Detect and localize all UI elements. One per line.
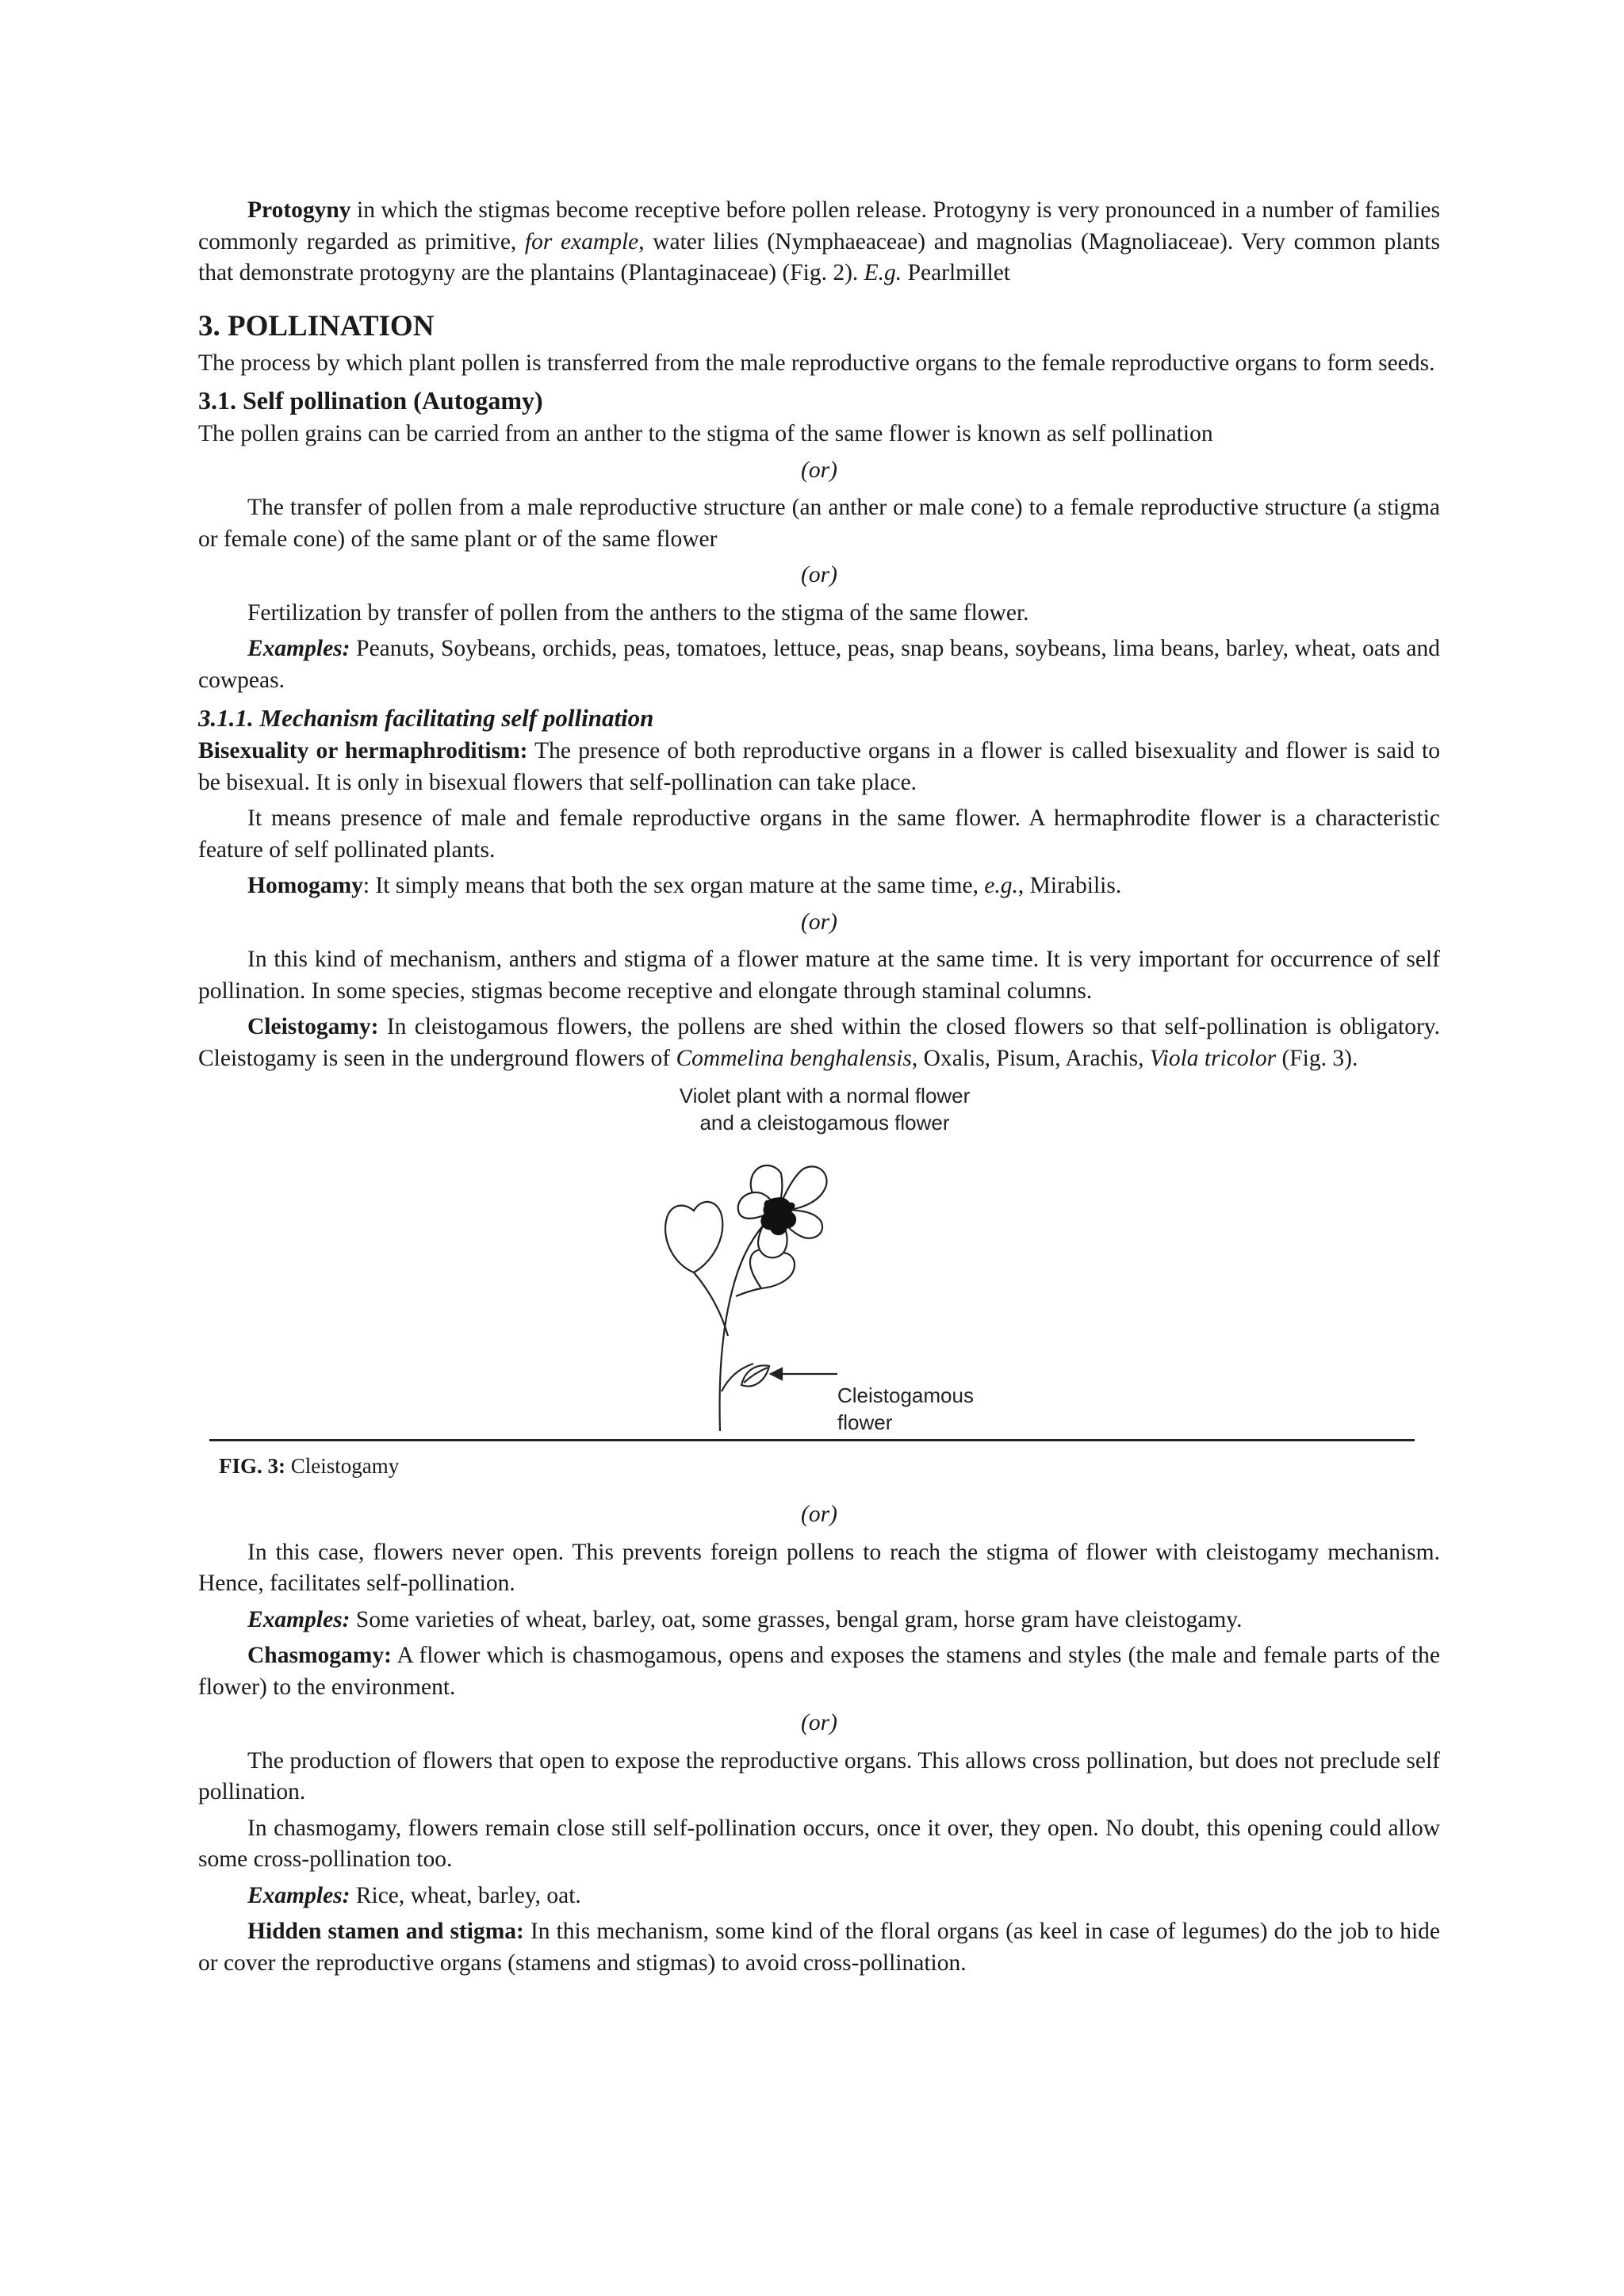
text-span: Pearlmillet: [902, 260, 1010, 285]
paragraph-chasmogamy-3: In chasmogamy, flowers remain close still self-pollination occurs, once it over, they open. No doubt, this opening could allow some cross-pollination too.: [198, 1815, 1440, 1872]
violet-plant-illustration: [658, 1138, 841, 1439]
text-span: Rice, wheat, barley, oat.: [350, 1882, 581, 1908]
paragraph-cleistogamy-examples: [198, 1605, 1440, 1636]
paragraph-homogamy: [198, 871, 1440, 902]
text-span: In cleistogamous flowers, the pollens are shed within the closed flowers so that self-pollination is obligatory. Cleistogamy is seen in the underground flowers of: [198, 1014, 1440, 1071]
paragraph-self-pollination-def2: The transfer of pollen from a male reproductive structure (an anther or male cone) to a female reproductive structure (a stigma or female cone) of the same plant or of the same flower: [198, 495, 1440, 552]
or-separator: (or): [801, 1502, 837, 1527]
paragraph-hermaphrodite: It means presence of male and female reproductive organs in the same flower. A hermaphrodite flower is a characteristic feature of self pollinated plants.: [198, 806, 1440, 863]
or-separator: (or): [801, 1710, 837, 1735]
examples-label: Examples:: [247, 636, 350, 661]
text-span: in which the stigmas become receptive before pollen release. Protogyny is very pronounced in a number of families commonly regarded as primitive,: [198, 197, 1440, 254]
or-separator: (or): [801, 457, 837, 483]
cleistogamous-flower-label: [837, 1382, 974, 1436]
figure-title-line: and a cleistogamous flower: [699, 1111, 950, 1135]
figure-cleistogamy: [198, 1082, 1440, 1494]
or-separator: (or): [801, 562, 837, 587]
figure-title-line: Violet plant with a normal flower: [679, 1084, 971, 1108]
text-span: , Mirabilis.: [1017, 873, 1122, 898]
italic-span: e.g.: [984, 873, 1018, 898]
text-span: (Fig. 3).: [1276, 1045, 1358, 1071]
paragraph-self-pollination-def1: The pollen grains can be carried from an anther to the stigma of the same flower is known as self pollination: [198, 421, 1213, 446]
italic-span: Viola tricolor: [1149, 1045, 1277, 1071]
term-chasmogamy: Chasmogamy:: [247, 1643, 392, 1668]
text-span: Peanuts, Soybeans, orchids, peas, tomatoes, lettuce, peas, snap beans, soybeans, lima beans, barley, wheat, oats and cowpeas.: [198, 636, 1440, 693]
text-span: : It simply means that both the sex organ mature at the same time,: [362, 873, 985, 898]
section-heading-mechanism: 3.1.1. Mechanism facilitating self pollination: [198, 704, 654, 732]
figure-divider: [209, 1439, 1415, 1441]
examples-label: Examples:: [247, 1882, 350, 1908]
figure-label-line: Cleistogamous: [837, 1383, 974, 1407]
document-page: [198, 195, 1440, 1984]
paragraph-chasmogamy: [198, 1640, 1440, 1703]
paragraph-self-pollination-def3: Fertilization by transfer of pollen from the anthers to the stigma of the same flower.: [247, 599, 1029, 626]
caption-text: Cleistogamy: [285, 1454, 400, 1478]
text-span: A flower which is chasmogamous, opens and exposes the stamens and styles (the male and female parts of the flower) to the environment.: [198, 1643, 1440, 1700]
paragraph-cleistogamy-2: In this case, flowers never open. This prevents foreign pollens to reach the stigma of flower with cleistogamy mechanism. Hence, facilitates self-pollination.: [198, 1539, 1440, 1596]
term-cleistogamy: Cleistogamy:: [247, 1014, 379, 1039]
text-span: The presence of both reproductive organs in a flower is called bisexuality and flower is said to be bisexual. It is only in bisexual flowers that self-pollination can take place.: [198, 738, 1440, 795]
leaf-left: [665, 1202, 722, 1272]
text-span: , water lilies (Nymphaeaceae) and magnolias (Magnoliaceae). Very common plants that demonstrate protogyny are the plantains (Plantaginaceae) (Fig. 2).: [198, 228, 1440, 285]
paragraph-cleistogamy: [198, 1012, 1440, 1074]
paragraph-bisexuality: [198, 736, 1440, 798]
paragraph-hidden-stamen: [198, 1916, 1440, 1979]
paragraph-self-pollination-examples: [198, 633, 1440, 696]
term-bisexuality: Bisexuality or hermaphroditism:: [198, 738, 528, 763]
italic-span: Commelina benghalensis: [676, 1045, 912, 1071]
term-protogyny: Protogyny: [247, 197, 351, 223]
term-homogamy: Homogamy: [247, 873, 363, 898]
section-heading-pollination: 3. POLLINATION: [198, 309, 435, 342]
text-span: In this mechanism, some kind of the floral organs (as keel in case of legumes) do the job to hide or cover the reproductive organs (stamens and stigmas) to avoid cross-pollination.: [198, 1919, 1440, 1976]
figure-caption: [219, 1452, 399, 1480]
section-heading-self-pollination: 3.1. Self pollination (Autogamy): [198, 386, 543, 415]
figure-title: [642, 1082, 1007, 1136]
text-span: Some varieties of wheat, barley, oat, some grasses, bengal gram, horse gram have cleistogamy.: [350, 1606, 1243, 1632]
or-separator: (or): [801, 909, 837, 935]
paragraph-chasmogamy-examples: [198, 1881, 1440, 1912]
paragraph-chasmogamy-2: The production of flowers that open to expose the reproductive organs. This allows cross pollination, but does not preclude self pollination.: [198, 1747, 1440, 1804]
term-hidden-stamen: Hidden stamen and stigma:: [247, 1919, 524, 1944]
text-span: , Oxalis, Pisum, Arachis,: [911, 1045, 1150, 1071]
paragraph-pollination-definition: The process by which plant pollen is transferred from the male reproductive organs to the female reproductive organs to form seeds.: [198, 350, 1435, 376]
paragraph-homogamy-2: In this kind of mechanism, anthers and stigma of a flower mature at the same time. It is very important for occurrence of self pollination. In some species, stigmas become receptive and elongate through staminal columns.: [198, 947, 1440, 1004]
figure-label-line: flower: [837, 1410, 893, 1434]
paragraph-protogyny: [198, 195, 1440, 289]
examples-label: Examples:: [247, 1606, 350, 1632]
italic-span: for example: [524, 228, 639, 254]
caption-label: FIG. 3:: [219, 1454, 285, 1478]
italic-span: E.g.: [864, 260, 902, 285]
